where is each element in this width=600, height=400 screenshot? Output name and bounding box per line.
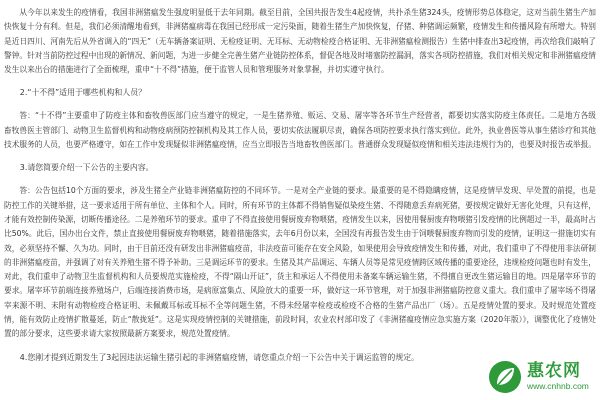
question-heading-2: 2.“十不得”适用于哪些机构和人员？ <box>19 88 146 98</box>
answer-paragraph-2: 答：“十不得”主要重申了防疫主体和畜牧兽医部门应当遵守的规定，一是生猪养殖、贩运、交易、屠宰等各环节生产经营者，都要切实落实防疫主体责任。二是地方各级畜牧兽医主管部门、动物卫生监督机构和动物疫病预防控制机构及其工作人员，要切实依法履职尽责，确保各项防控要求执行落实到位。此外，执业兽医等从事生猪诊疗和其他技术服务的人员，也要严格遵守，如在工作中发现疑似非洲猪瘟疫情，应当立即报告当地畜牧兽医部门。普通群众发现疑似疫情和相关违法违规行为的，也要及时报告或举报。 <box>4 111 596 150</box>
answer-paragraph-3: 答：公告包括10个方面的要求，涉及生猪全产业链非洲猪瘟防控的不同环节。一是对全产业链的要求。最重要的是不得隐瞒疫情，这是疫情早发现、早处置的前提，也是防控工作的关键举措，这一要求适用于所有单位、主体和个人。同时，所有环节的主体都不得销售疑似染疫生猪、不得随意丢弃病死猪，要按规定做好无害化处理，只有这样，才能有效控制传染源，切断传播途径。二是养殖环节的要求。重申了不得直接使用餐厨废弃物喂猪，疫情发生以来，因使用餐厨废弃物喂猪引发疫情的比例超过一半，最高时占比50%。此后，国办出台文件，禁止直接使用餐厨废弃物喂猪，随着措施落实，去年6月份以来，全国没有再报告发生由于饲喂餐厨废弃物而引发的疫情，证明这一措施切实有效，必须坚持不懈、久为功。同时，由于目前还没有研发出非洲猪瘟疫苗，非法疫苗可能存在安全风险，如果使用会导致疫情发生和传播，对此，我们重申了不得使用非法研制的非洲猪瘟疫苗，并强调了对有关养殖生猪不得予补助。三是调运环节的要求。生猪及其产品调运、车辆人员等是常见疫情跨区域传播的重要途径，违规检疫问题也时有发生，对此，我们重申了动物卫生监督机构和人员要规范实施检疫，不得“隔山开证”，货主和承运人不得使用未备案车辆运输生猪，不得擅自更改生猪运输目的地。四是屠宰环节的要求。屠宰环节前端连接养殖场户，后端连接消费市场，是病原富集点、风险放大的重要一环，做好这一环节管理，对于加强非洲猪瘟防控意义重大。我们重申了屠宰场不得屠宰来源不明、未附有动物检疫合格证明、未佩戴耳标或耳标不全等问题生猪，不得未经屠宰检疫或检疫不合格的生猪产品出厂（场）。五是疫情处置的要求。及时规范处置疫情，能有效防止疫情扩散蔓延，防止“散拢延”。这是实现疫情控制的关键措施，前段时间，农业农村部印发了《非洲猪瘟疫情应急实施方案（2020年版）》，调整优化了疫情处置的部分要求，这些要求请大家按照最新方案要求，规范处置疫情。 <box>4 186 596 339</box>
paragraph-intro: 从今年以来发生的疫情看，我国非洲猪瘟发生强度明显低于去年同期。截至目前，全国共报告发生4起疫情，共扑杀生猪324头，疫情形势总体稳定，这对当前生猪生产加快恢复十分有利。但是，我们必须清醒地看到，非洲猪瘟病毒在我国已经形成一定污染面，随着生猪生产加快恢复，仔猪、种猪调运频繁，疫情发生和传播风险有所增大。特别是近日四川、河南先后从外省调入的“四无”（无车辆备案证明、无检疫证明、无耳标、无动物检疫合格证明、无非洲猪瘟检测报告）生猪中排查出3起疫情，再次给我们敲响了警钟。针对当前防控过程中出现的新情况、新问题，为进一步健全完善生猪产业链防控体系，督促各地及时堵塞防控漏洞，落实各项防控措施，我们对相关规定和非洲猪瘟疫情发生以来出台的措施进行了全面梳理，重申“十不得”措施，便于监管人员和管理服务对象掌握，并切实遵守执行。 <box>4 8 596 75</box>
question-heading-4: 4.您刚才提到近期发生了3起因违法运输生猪引起的非洲猪瘟疫情，请您重点介绍一下公告中关于调运监管的规定。 <box>19 352 419 362</box>
leaf-logo-icon <box>488 360 522 394</box>
watermark <box>488 356 598 398</box>
question-heading-3: 3.请您简要介绍一下公告的主要内容。 <box>19 163 154 173</box>
watermark-text <box>527 362 589 392</box>
watermark-brand: 惠农网 <box>527 361 581 381</box>
watermark-url: www.cnhnb.com <box>527 381 589 391</box>
